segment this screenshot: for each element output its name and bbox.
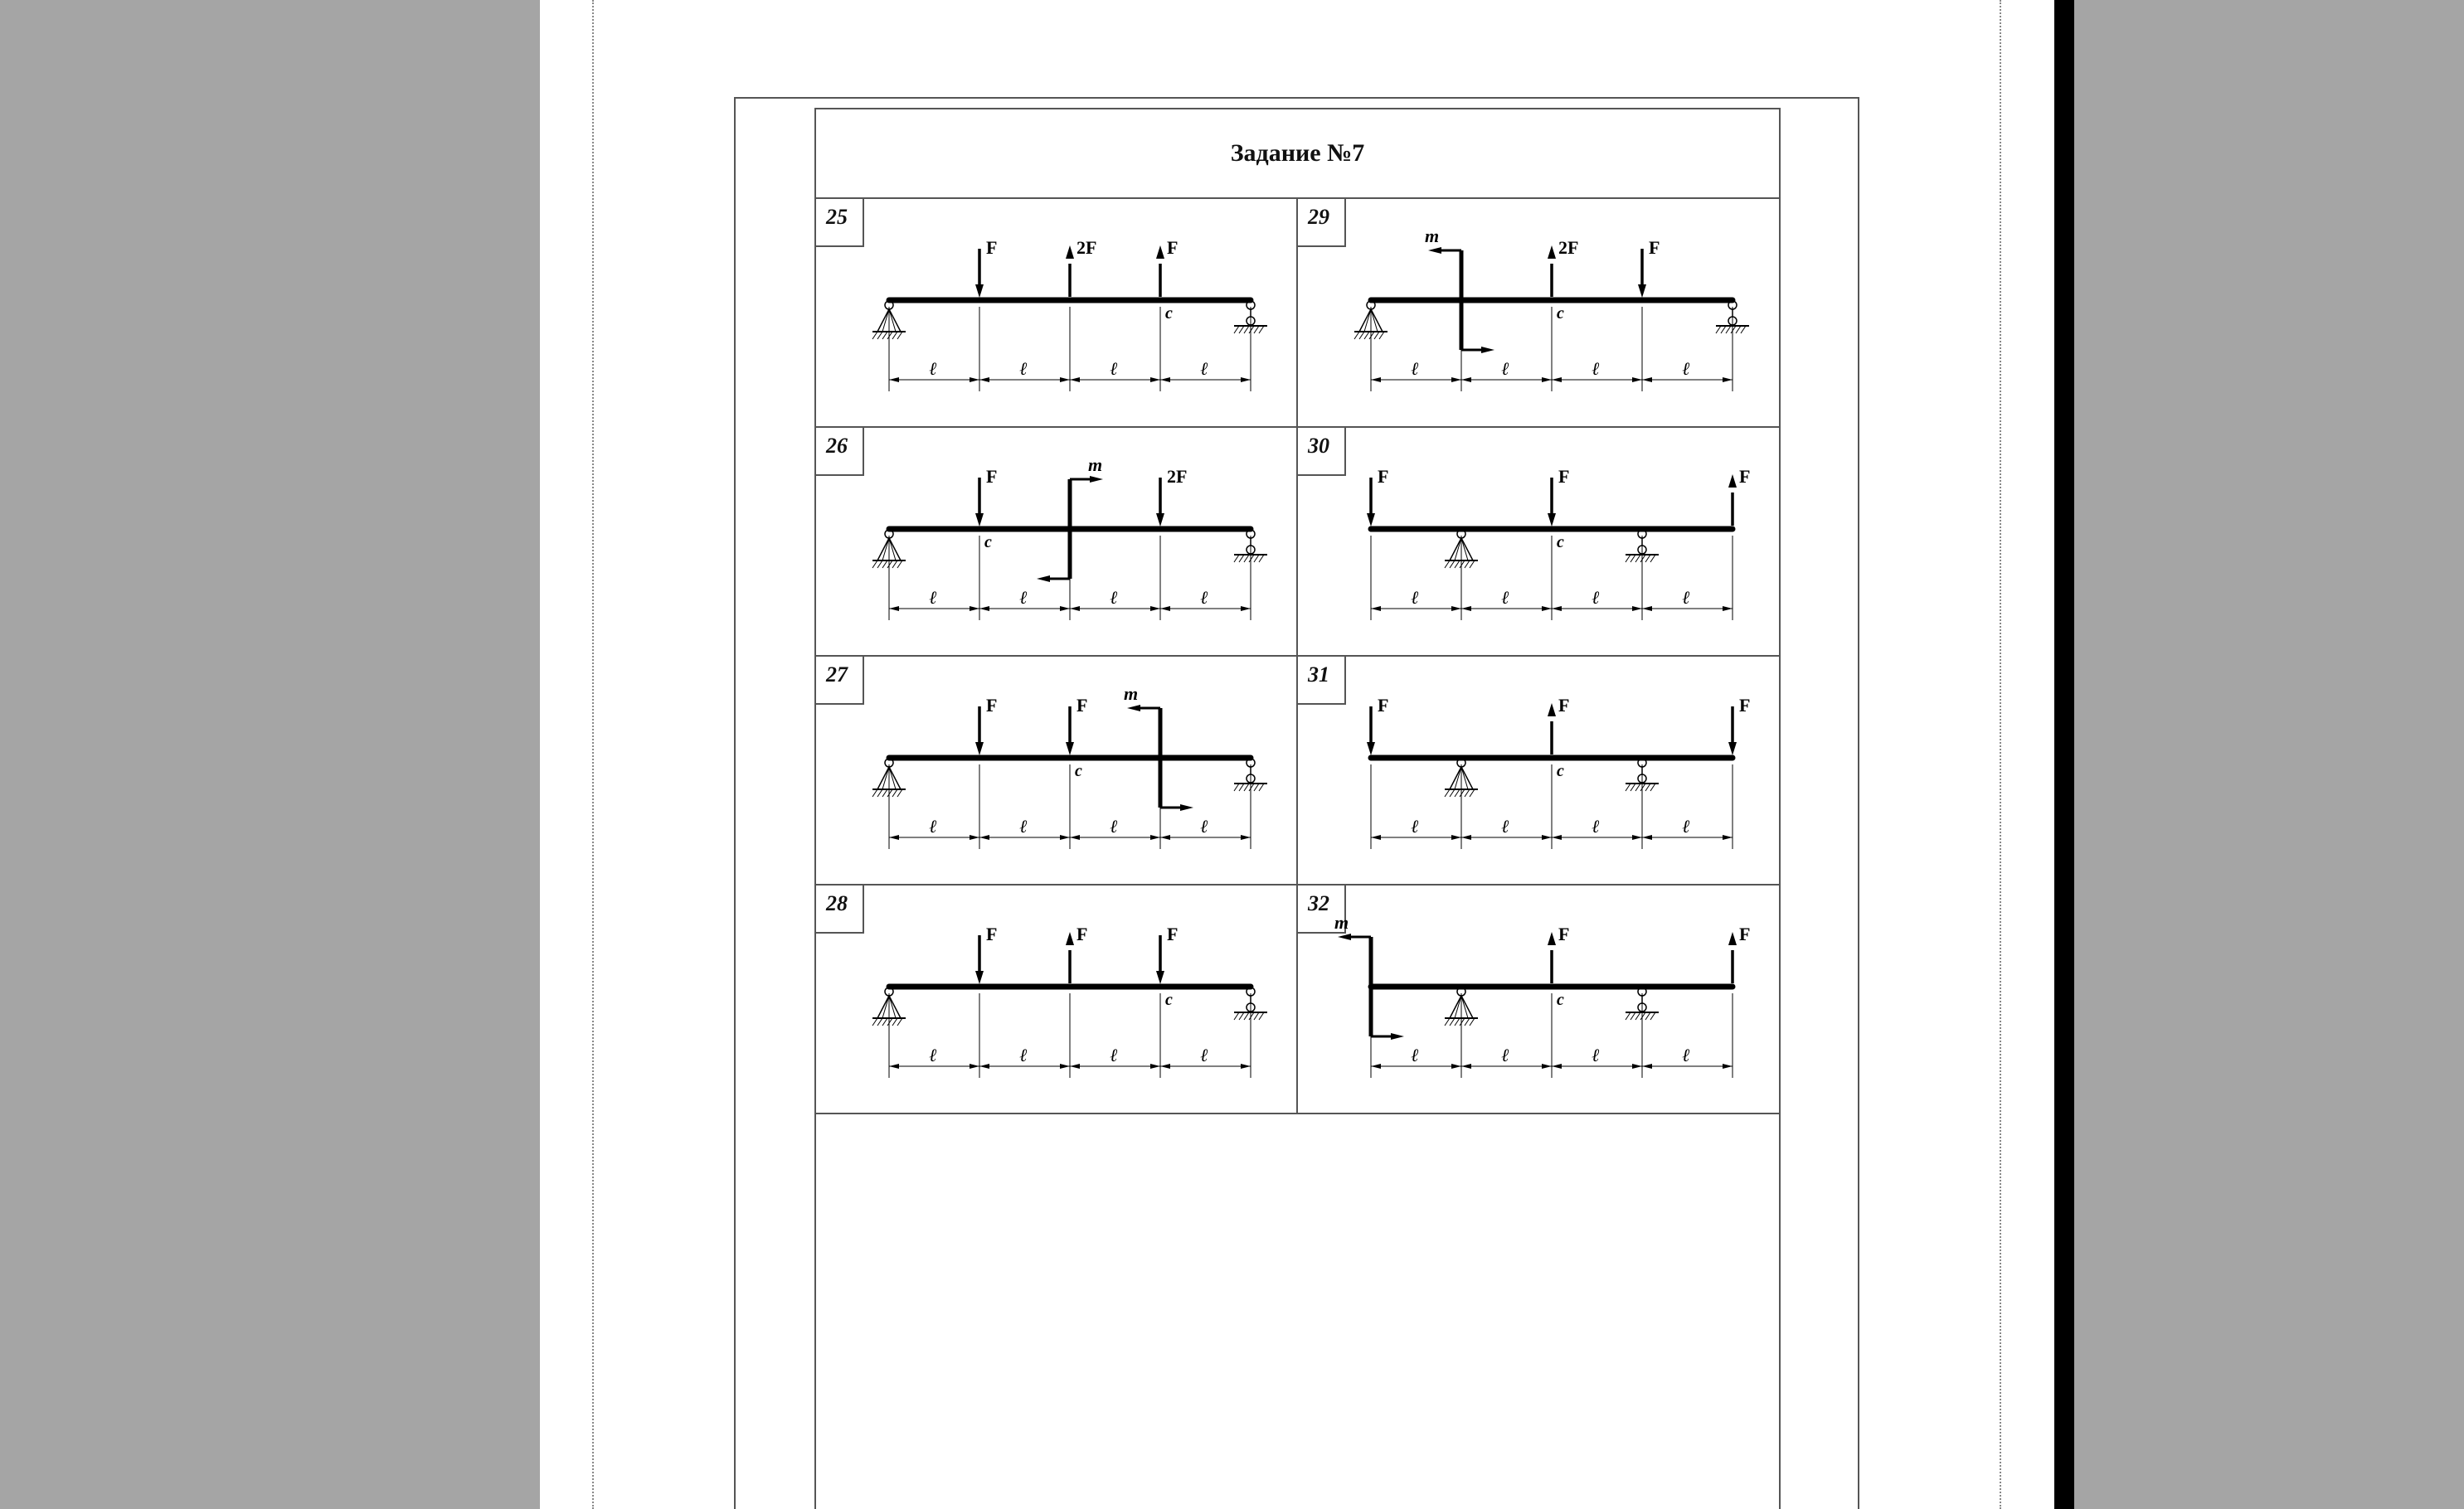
ground-hatch <box>1470 789 1475 797</box>
segment-length-label: ℓ <box>1019 816 1028 837</box>
force-label: F <box>1076 924 1088 944</box>
dimension-tick <box>1060 1064 1070 1069</box>
ground-hatch <box>1364 332 1369 339</box>
ground-hatch <box>1259 1012 1264 1020</box>
ground-hatch <box>1455 560 1460 568</box>
ground-hatch <box>887 560 892 568</box>
point-c-label: c <box>1557 533 1564 551</box>
point-c-label: c <box>1557 304 1564 323</box>
ground-hatch <box>1465 560 1470 568</box>
segment-length-label: ℓ <box>1411 358 1419 379</box>
dimension-tick <box>1371 835 1381 840</box>
dimension-tick <box>1542 377 1552 382</box>
problem-cell-29 <box>1298 199 1780 428</box>
point-c-label: c <box>1075 762 1082 780</box>
arrow-head <box>1391 1033 1404 1040</box>
dimension-tick <box>1642 377 1652 382</box>
ground-hatch <box>877 1018 882 1026</box>
arrow-head <box>975 971 984 984</box>
ground-hatch <box>1650 1012 1655 1020</box>
task-title: Задание №7 <box>816 109 1779 199</box>
segment-length-label: ℓ <box>1501 816 1509 837</box>
dimension-tick <box>1451 606 1461 611</box>
dimension-tick <box>1070 377 1080 382</box>
ground-hatch <box>892 789 897 797</box>
dimension-tick <box>1552 606 1562 611</box>
ground-hatch <box>1470 560 1475 568</box>
problem-cell-27 <box>816 657 1298 886</box>
ground-hatch <box>882 1018 887 1026</box>
segment-length-label: ℓ <box>1592 587 1600 608</box>
ground-hatch <box>1374 332 1379 339</box>
ground-hatch <box>1239 326 1244 333</box>
force-label: F <box>986 695 998 716</box>
arrow-head <box>975 284 984 298</box>
dimension-tick <box>1632 606 1642 611</box>
ground-hatch <box>1354 332 1359 339</box>
dimension-tick <box>1070 606 1080 611</box>
force-label: F <box>986 466 998 487</box>
arrow-head <box>1156 245 1164 259</box>
force-label: F <box>986 237 998 258</box>
arrow-head <box>1037 575 1050 582</box>
ground-hatch <box>892 1018 897 1026</box>
arrow-head <box>1728 474 1737 488</box>
page-margin-right <box>2000 0 2001 1509</box>
ground-hatch <box>1721 326 1726 333</box>
problem-number: 32 <box>1298 886 1346 934</box>
segment-length-label: ℓ <box>929 1045 937 1065</box>
ground-hatch <box>1234 326 1239 333</box>
ground-hatch <box>1741 326 1746 333</box>
ground-hatch <box>872 560 877 568</box>
ground-hatch <box>1650 555 1655 562</box>
ground-hatch <box>897 332 902 339</box>
force-label: 2F <box>1076 237 1097 258</box>
dimension-tick <box>1150 377 1160 382</box>
ground-hatch <box>1640 1012 1645 1020</box>
ground-hatch <box>1470 1018 1475 1026</box>
dimension-tick <box>1371 1064 1381 1069</box>
segment-length-label: ℓ <box>1501 358 1509 379</box>
segment-length-label: ℓ <box>1200 1045 1208 1065</box>
beam-diagram <box>1298 886 1778 1113</box>
force-label: F <box>1558 924 1570 944</box>
force-label: F <box>1739 695 1751 716</box>
segment-length-label: ℓ <box>1110 358 1118 379</box>
ground-hatch <box>877 789 882 797</box>
ground-hatch <box>897 560 902 568</box>
problem-number: 28 <box>816 886 864 934</box>
arrow-head <box>1548 932 1556 945</box>
ground-hatch <box>887 1018 892 1026</box>
problem-cell-31 <box>1298 657 1780 886</box>
arrow-head <box>1728 742 1737 755</box>
ground-hatch <box>872 1018 877 1026</box>
point-c-label: c <box>1165 304 1173 323</box>
dimension-tick <box>1461 1064 1471 1069</box>
segment-length-label: ℓ <box>1019 587 1028 608</box>
segment-length-label: ℓ <box>1019 358 1028 379</box>
dimension-tick <box>889 835 899 840</box>
point-c-label: c <box>1165 991 1173 1009</box>
point-c-label: c <box>1557 991 1564 1009</box>
problem-cell-26 <box>816 428 1298 657</box>
ground-hatch <box>1234 784 1239 791</box>
arrow-head <box>1066 742 1074 755</box>
ground-hatch <box>1254 326 1259 333</box>
dimension-tick <box>1723 377 1733 382</box>
dimension-tick <box>889 377 899 382</box>
dimension-tick <box>970 377 979 382</box>
ground-hatch <box>882 332 887 339</box>
ground-hatch <box>1445 1018 1450 1026</box>
dimension-tick <box>970 835 979 840</box>
dimension-tick <box>1461 606 1471 611</box>
problem-number: 26 <box>816 428 864 476</box>
segment-length-label: ℓ <box>1110 816 1118 837</box>
dimension-tick <box>979 377 989 382</box>
moment-label: m <box>1124 683 1139 704</box>
segment-length-label: ℓ <box>1682 1045 1690 1065</box>
moment-label: m <box>1334 912 1349 933</box>
moment-label: m <box>1425 226 1440 246</box>
problem-cell-25 <box>816 199 1298 428</box>
ground-hatch <box>877 332 882 339</box>
arrow-head <box>1156 513 1164 526</box>
dimension-tick <box>1060 377 1070 382</box>
problem-number: 31 <box>1298 657 1346 705</box>
ground-hatch <box>1635 1012 1640 1020</box>
segment-length-label: ℓ <box>1411 816 1419 837</box>
dimension-tick <box>1461 377 1471 382</box>
beam-diagram <box>1298 199 1778 426</box>
ground-hatch <box>872 789 877 797</box>
ground-hatch <box>1626 555 1631 562</box>
arrow-head <box>1066 245 1074 259</box>
ground-hatch <box>1249 1012 1254 1020</box>
ground-hatch <box>1645 555 1650 562</box>
moment-label: m <box>1088 454 1103 475</box>
force-label: F <box>1167 237 1179 258</box>
dimension-tick <box>1160 1064 1170 1069</box>
dimension-tick <box>1241 606 1251 611</box>
force-label: F <box>1378 466 1389 487</box>
dimension-tick <box>970 1064 979 1069</box>
ground-hatch <box>882 789 887 797</box>
force-label: F <box>1558 466 1570 487</box>
ground-hatch <box>877 560 882 568</box>
segment-length-label: ℓ <box>1200 816 1208 837</box>
arrow-head <box>1428 247 1441 254</box>
dimension-tick <box>1060 835 1070 840</box>
ground-hatch <box>1460 560 1465 568</box>
dimension-tick <box>1160 377 1170 382</box>
force-label: 2F <box>1167 466 1188 487</box>
segment-length-label: ℓ <box>1200 587 1208 608</box>
segment-length-label: ℓ <box>1411 1045 1419 1065</box>
dimension-tick <box>1060 606 1070 611</box>
ground-hatch <box>1359 332 1364 339</box>
force-label: F <box>1739 924 1751 944</box>
ground-hatch <box>1244 784 1249 791</box>
dimension-tick <box>1241 377 1251 382</box>
ground-hatch <box>1450 1018 1455 1026</box>
force-label: F <box>986 924 998 944</box>
dimension-tick <box>1070 835 1080 840</box>
beam-diagram <box>816 886 1296 1113</box>
dimension-tick <box>1160 606 1170 611</box>
beam-diagram <box>1298 657 1778 884</box>
segment-length-label: ℓ <box>929 816 937 837</box>
ground-hatch <box>1450 789 1455 797</box>
ground-hatch <box>872 332 877 339</box>
dimension-tick <box>1642 835 1652 840</box>
ground-hatch <box>1445 789 1450 797</box>
ground-hatch <box>1465 1018 1470 1026</box>
segment-length-label: ℓ <box>929 587 937 608</box>
dimension-tick <box>1723 1064 1733 1069</box>
dimension-tick <box>1451 835 1461 840</box>
ground-hatch <box>1244 1012 1249 1020</box>
dimension-tick <box>1150 1064 1160 1069</box>
dimension-tick <box>1542 606 1552 611</box>
problem-cell-32 <box>1298 886 1780 1114</box>
ground-hatch <box>1465 789 1470 797</box>
dimension-tick <box>979 835 989 840</box>
ground-hatch <box>1640 555 1645 562</box>
ground-hatch <box>1460 789 1465 797</box>
arrow-head <box>1090 476 1103 483</box>
dimension-tick <box>1150 835 1160 840</box>
segment-length-label: ℓ <box>1682 358 1690 379</box>
ground-hatch <box>1731 326 1736 333</box>
ground-hatch <box>887 332 892 339</box>
ground-hatch <box>1445 560 1450 568</box>
ground-hatch <box>1249 326 1254 333</box>
arrow-head <box>1548 703 1556 716</box>
dimension-tick <box>1632 377 1642 382</box>
segment-length-label: ℓ <box>929 358 937 379</box>
ground-hatch <box>1369 332 1374 339</box>
force-label: F <box>1076 695 1088 716</box>
segment-length-label: ℓ <box>1200 358 1208 379</box>
arrow-head <box>1481 347 1494 353</box>
dimension-tick <box>970 606 979 611</box>
ground-hatch <box>897 789 902 797</box>
problem-number: 25 <box>816 199 864 247</box>
ground-hatch <box>1626 1012 1631 1020</box>
arrow-head <box>975 742 984 755</box>
segment-length-label: ℓ <box>1682 587 1690 608</box>
ground-hatch <box>1635 784 1640 791</box>
arrow-head <box>975 513 984 526</box>
dimension-tick <box>1542 835 1552 840</box>
force-label: 2F <box>1558 237 1579 258</box>
ground-hatch <box>1234 1012 1239 1020</box>
arrow-head <box>1728 932 1737 945</box>
dimension-tick <box>1552 835 1562 840</box>
force-label: F <box>1167 924 1179 944</box>
ground-hatch <box>1259 784 1264 791</box>
dimension-tick <box>979 606 989 611</box>
ground-hatch <box>1645 784 1650 791</box>
ground-hatch <box>1259 326 1264 333</box>
ground-hatch <box>882 560 887 568</box>
dimension-tick <box>979 1064 989 1069</box>
arrow-head <box>1367 513 1375 526</box>
dimension-tick <box>1451 1064 1461 1069</box>
ground-hatch <box>1450 560 1455 568</box>
ground-hatch <box>892 560 897 568</box>
segment-length-label: ℓ <box>1592 1045 1600 1065</box>
ground-hatch <box>1239 555 1244 562</box>
ground-hatch <box>1254 1012 1259 1020</box>
ground-hatch <box>1736 326 1741 333</box>
ground-hatch <box>897 1018 902 1026</box>
ground-hatch <box>1631 1012 1635 1020</box>
dimension-tick <box>1461 835 1471 840</box>
ground-hatch <box>1640 784 1645 791</box>
segment-length-label: ℓ <box>1110 1045 1118 1065</box>
ground-hatch <box>1455 789 1460 797</box>
force-label: F <box>1558 695 1570 716</box>
segment-length-label: ℓ <box>1592 816 1600 837</box>
point-c-label: c <box>984 533 992 551</box>
dimension-tick <box>1642 1064 1652 1069</box>
point-c-label: c <box>1557 762 1564 780</box>
ground-hatch <box>1455 1018 1460 1026</box>
ground-hatch <box>1244 555 1249 562</box>
ground-hatch <box>1254 784 1259 791</box>
arrow-head <box>1338 934 1351 940</box>
ground-hatch <box>1239 1012 1244 1020</box>
dimension-tick <box>1371 377 1381 382</box>
beam-diagram <box>816 428 1296 655</box>
arrow-head <box>1548 513 1556 526</box>
segment-length-label: ℓ <box>1019 1045 1028 1065</box>
dimension-tick <box>1542 1064 1552 1069</box>
ground-hatch <box>1249 555 1254 562</box>
arrow-head <box>1180 804 1193 811</box>
problem-number: 30 <box>1298 428 1346 476</box>
ground-hatch <box>1249 784 1254 791</box>
dimension-tick <box>889 606 899 611</box>
ground-hatch <box>1645 1012 1650 1020</box>
force-label: F <box>1378 695 1389 716</box>
dimension-tick <box>1552 1064 1562 1069</box>
dimension-tick <box>1723 835 1733 840</box>
ground-hatch <box>1460 1018 1465 1026</box>
dimension-tick <box>1371 606 1381 611</box>
arrow-head <box>1127 705 1140 711</box>
force-label: F <box>1649 237 1660 258</box>
ground-hatch <box>1259 555 1264 562</box>
task-table <box>814 108 1781 1509</box>
ground-hatch <box>1239 784 1244 791</box>
segment-length-label: ℓ <box>1501 1045 1509 1065</box>
arrow-head <box>1156 971 1164 984</box>
dimension-tick <box>1552 377 1562 382</box>
dimension-tick <box>1723 606 1733 611</box>
beam-diagram <box>1298 428 1778 655</box>
dimension-tick <box>1632 1064 1642 1069</box>
ground-hatch <box>887 789 892 797</box>
ground-hatch <box>892 332 897 339</box>
ground-hatch <box>1254 555 1259 562</box>
ground-hatch <box>1635 555 1640 562</box>
dimension-tick <box>1241 835 1251 840</box>
ground-hatch <box>1650 784 1655 791</box>
arrow-head <box>1367 742 1375 755</box>
problem-cell-30 <box>1298 428 1780 657</box>
segment-length-label: ℓ <box>1501 587 1509 608</box>
scrollbar[interactable] <box>2054 0 2074 1509</box>
dimension-tick <box>1070 1064 1080 1069</box>
dimension-tick <box>889 1064 899 1069</box>
problem-cell-28 <box>816 886 1298 1114</box>
ground-hatch <box>1234 555 1239 562</box>
problem-number: 29 <box>1298 199 1346 247</box>
force-label: F <box>1739 466 1751 487</box>
segment-length-label: ℓ <box>1110 587 1118 608</box>
ground-hatch <box>1631 555 1635 562</box>
dimension-tick <box>1150 606 1160 611</box>
arrow-head <box>1066 932 1074 945</box>
ground-hatch <box>1244 326 1249 333</box>
dimension-tick <box>1160 835 1170 840</box>
problem-number: 27 <box>816 657 864 705</box>
segment-length-label: ℓ <box>1411 587 1419 608</box>
dimension-tick <box>1451 377 1461 382</box>
segment-length-label: ℓ <box>1592 358 1600 379</box>
beam-diagram <box>816 199 1296 426</box>
page-margin-left <box>592 0 594 1509</box>
dimension-tick <box>1632 835 1642 840</box>
ground-hatch <box>1631 784 1635 791</box>
ground-hatch <box>1626 784 1631 791</box>
segment-length-label: ℓ <box>1682 816 1690 837</box>
arrow-head <box>1548 245 1556 259</box>
ground-hatch <box>1726 326 1731 333</box>
beam-diagram <box>816 657 1296 884</box>
dimension-tick <box>1241 1064 1251 1069</box>
ground-hatch <box>1379 332 1384 339</box>
ground-hatch <box>1716 326 1721 333</box>
dimension-tick <box>1642 606 1652 611</box>
arrow-head <box>1638 284 1646 298</box>
